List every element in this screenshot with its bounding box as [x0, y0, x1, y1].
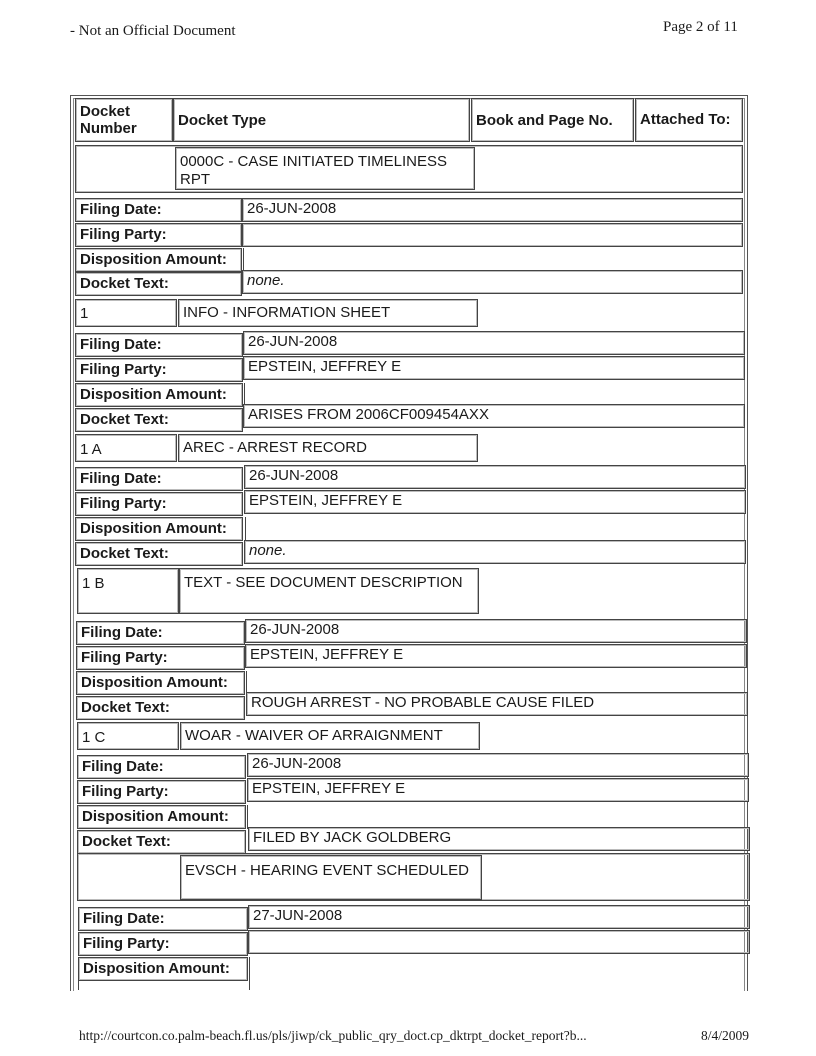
- entry-docket-type: EVSCH - HEARING EVENT SCHEDULED: [180, 855, 482, 900]
- entry-docket-type: WOAR - WAIVER OF ARRAIGNMENT: [180, 722, 480, 750]
- entry-docket-number: 1: [75, 299, 177, 327]
- docket-text-label: Docket Text:: [76, 696, 245, 720]
- page-header-left: - Not an Official Document: [70, 23, 236, 39]
- disposition-amount-label: Disposition Amount:: [77, 805, 246, 829]
- filing-party-value: [242, 223, 743, 247]
- filing-party-label: Filing Party:: [76, 646, 245, 670]
- page-footer-url: http://courtcon.co.palm-beach.fl.us/pls/jiwp/ck_public_qry_doct.cp_dktrpt_docket_report?b...: [79, 1028, 587, 1043]
- filing-date-value: 26-JUN-2008: [245, 619, 747, 643]
- disposition-amount-label: Disposition Amount:: [75, 383, 243, 407]
- entry-docket-type: AREC - ARREST RECORD: [178, 434, 478, 462]
- filing-date-label: Filing Date:: [75, 333, 243, 357]
- docket-text-label: Docket Text:: [77, 830, 246, 854]
- filing-party-label: Filing Party:: [75, 358, 243, 382]
- docket-text-value: ROUGH ARREST - NO PROBABLE CAUSE FILED: [246, 692, 748, 716]
- header-book-and-page: Book and Page No.: [471, 98, 634, 142]
- filing-date-label: Filing Date:: [77, 755, 246, 779]
- filing-party-value: EPSTEIN, JEFFREY E: [244, 490, 746, 514]
- disposition-amount-label: Disposition Amount:: [78, 957, 248, 981]
- docket-text-label: Docket Text:: [75, 408, 243, 432]
- entry-docket-type: 0000C - CASE INITIATED TIMELINESS RPT: [175, 147, 475, 190]
- page-number: Page 2 of 11: [663, 19, 738, 35]
- filing-date-label: Filing Date:: [78, 907, 248, 931]
- entry-docket-number: 1 B: [77, 568, 179, 614]
- entry-docket-type: TEXT - SEE DOCUMENT DESCRIPTION: [179, 568, 479, 614]
- disposition-amount-divider: [249, 957, 250, 990]
- filing-date-value: 26-JUN-2008: [243, 331, 745, 355]
- header-docket-type: Docket Type: [173, 98, 470, 142]
- disposition-amount-label: Disposition Amount:: [75, 248, 242, 272]
- header-docket-number: Docket Number: [75, 98, 173, 142]
- page-footer-date: 8/4/2009: [701, 1028, 750, 1043]
- docket-text-value: none.: [242, 270, 743, 294]
- filing-party-label: Filing Party:: [78, 932, 248, 956]
- disposition-amount-label: Disposition Amount:: [76, 671, 245, 695]
- entry-docket-number: 1 A: [75, 434, 177, 462]
- docket-text-label: Docket Text:: [75, 272, 242, 296]
- filing-party-label: Filing Party:: [75, 492, 243, 516]
- header-attached-to: Attached To:: [635, 98, 743, 142]
- filing-party-value: [248, 930, 750, 954]
- table-continuation-line: [78, 981, 79, 990]
- filing-date-value: 26-JUN-2008: [244, 465, 746, 489]
- filing-date-value: 26-JUN-2008: [247, 753, 749, 777]
- filing-date-label: Filing Date:: [76, 621, 245, 645]
- disposition-amount-divider: [247, 805, 248, 829]
- disposition-amount-divider: [243, 248, 244, 272]
- filing-party-label: Filing Party:: [77, 780, 246, 804]
- filing-party-label: Filing Party:: [75, 223, 242, 247]
- entry-docket-type: INFO - INFORMATION SHEET: [178, 299, 478, 327]
- filing-party-value: EPSTEIN, JEFFREY E: [243, 356, 745, 380]
- docket-text-label: Docket Text:: [75, 542, 243, 566]
- docket-text-value: ARISES FROM 2006CF009454AXX: [243, 404, 745, 428]
- disposition-amount-divider: [245, 517, 246, 541]
- docket-text-value: none.: [244, 540, 746, 564]
- filing-date-label: Filing Date:: [75, 467, 243, 491]
- filing-date-label: Filing Date:: [75, 198, 242, 222]
- filing-date-value: 26-JUN-2008: [242, 198, 743, 222]
- disposition-amount-label: Disposition Amount:: [75, 517, 243, 541]
- entry-docket-number: 1 C: [77, 722, 179, 750]
- filing-party-value: EPSTEIN, JEFFREY E: [247, 778, 749, 802]
- filing-date-value: 27-JUN-2008: [248, 905, 750, 929]
- docket-text-value: FILED BY JACK GOLDBERG: [248, 827, 750, 851]
- filing-party-value: EPSTEIN, JEFFREY E: [245, 644, 747, 668]
